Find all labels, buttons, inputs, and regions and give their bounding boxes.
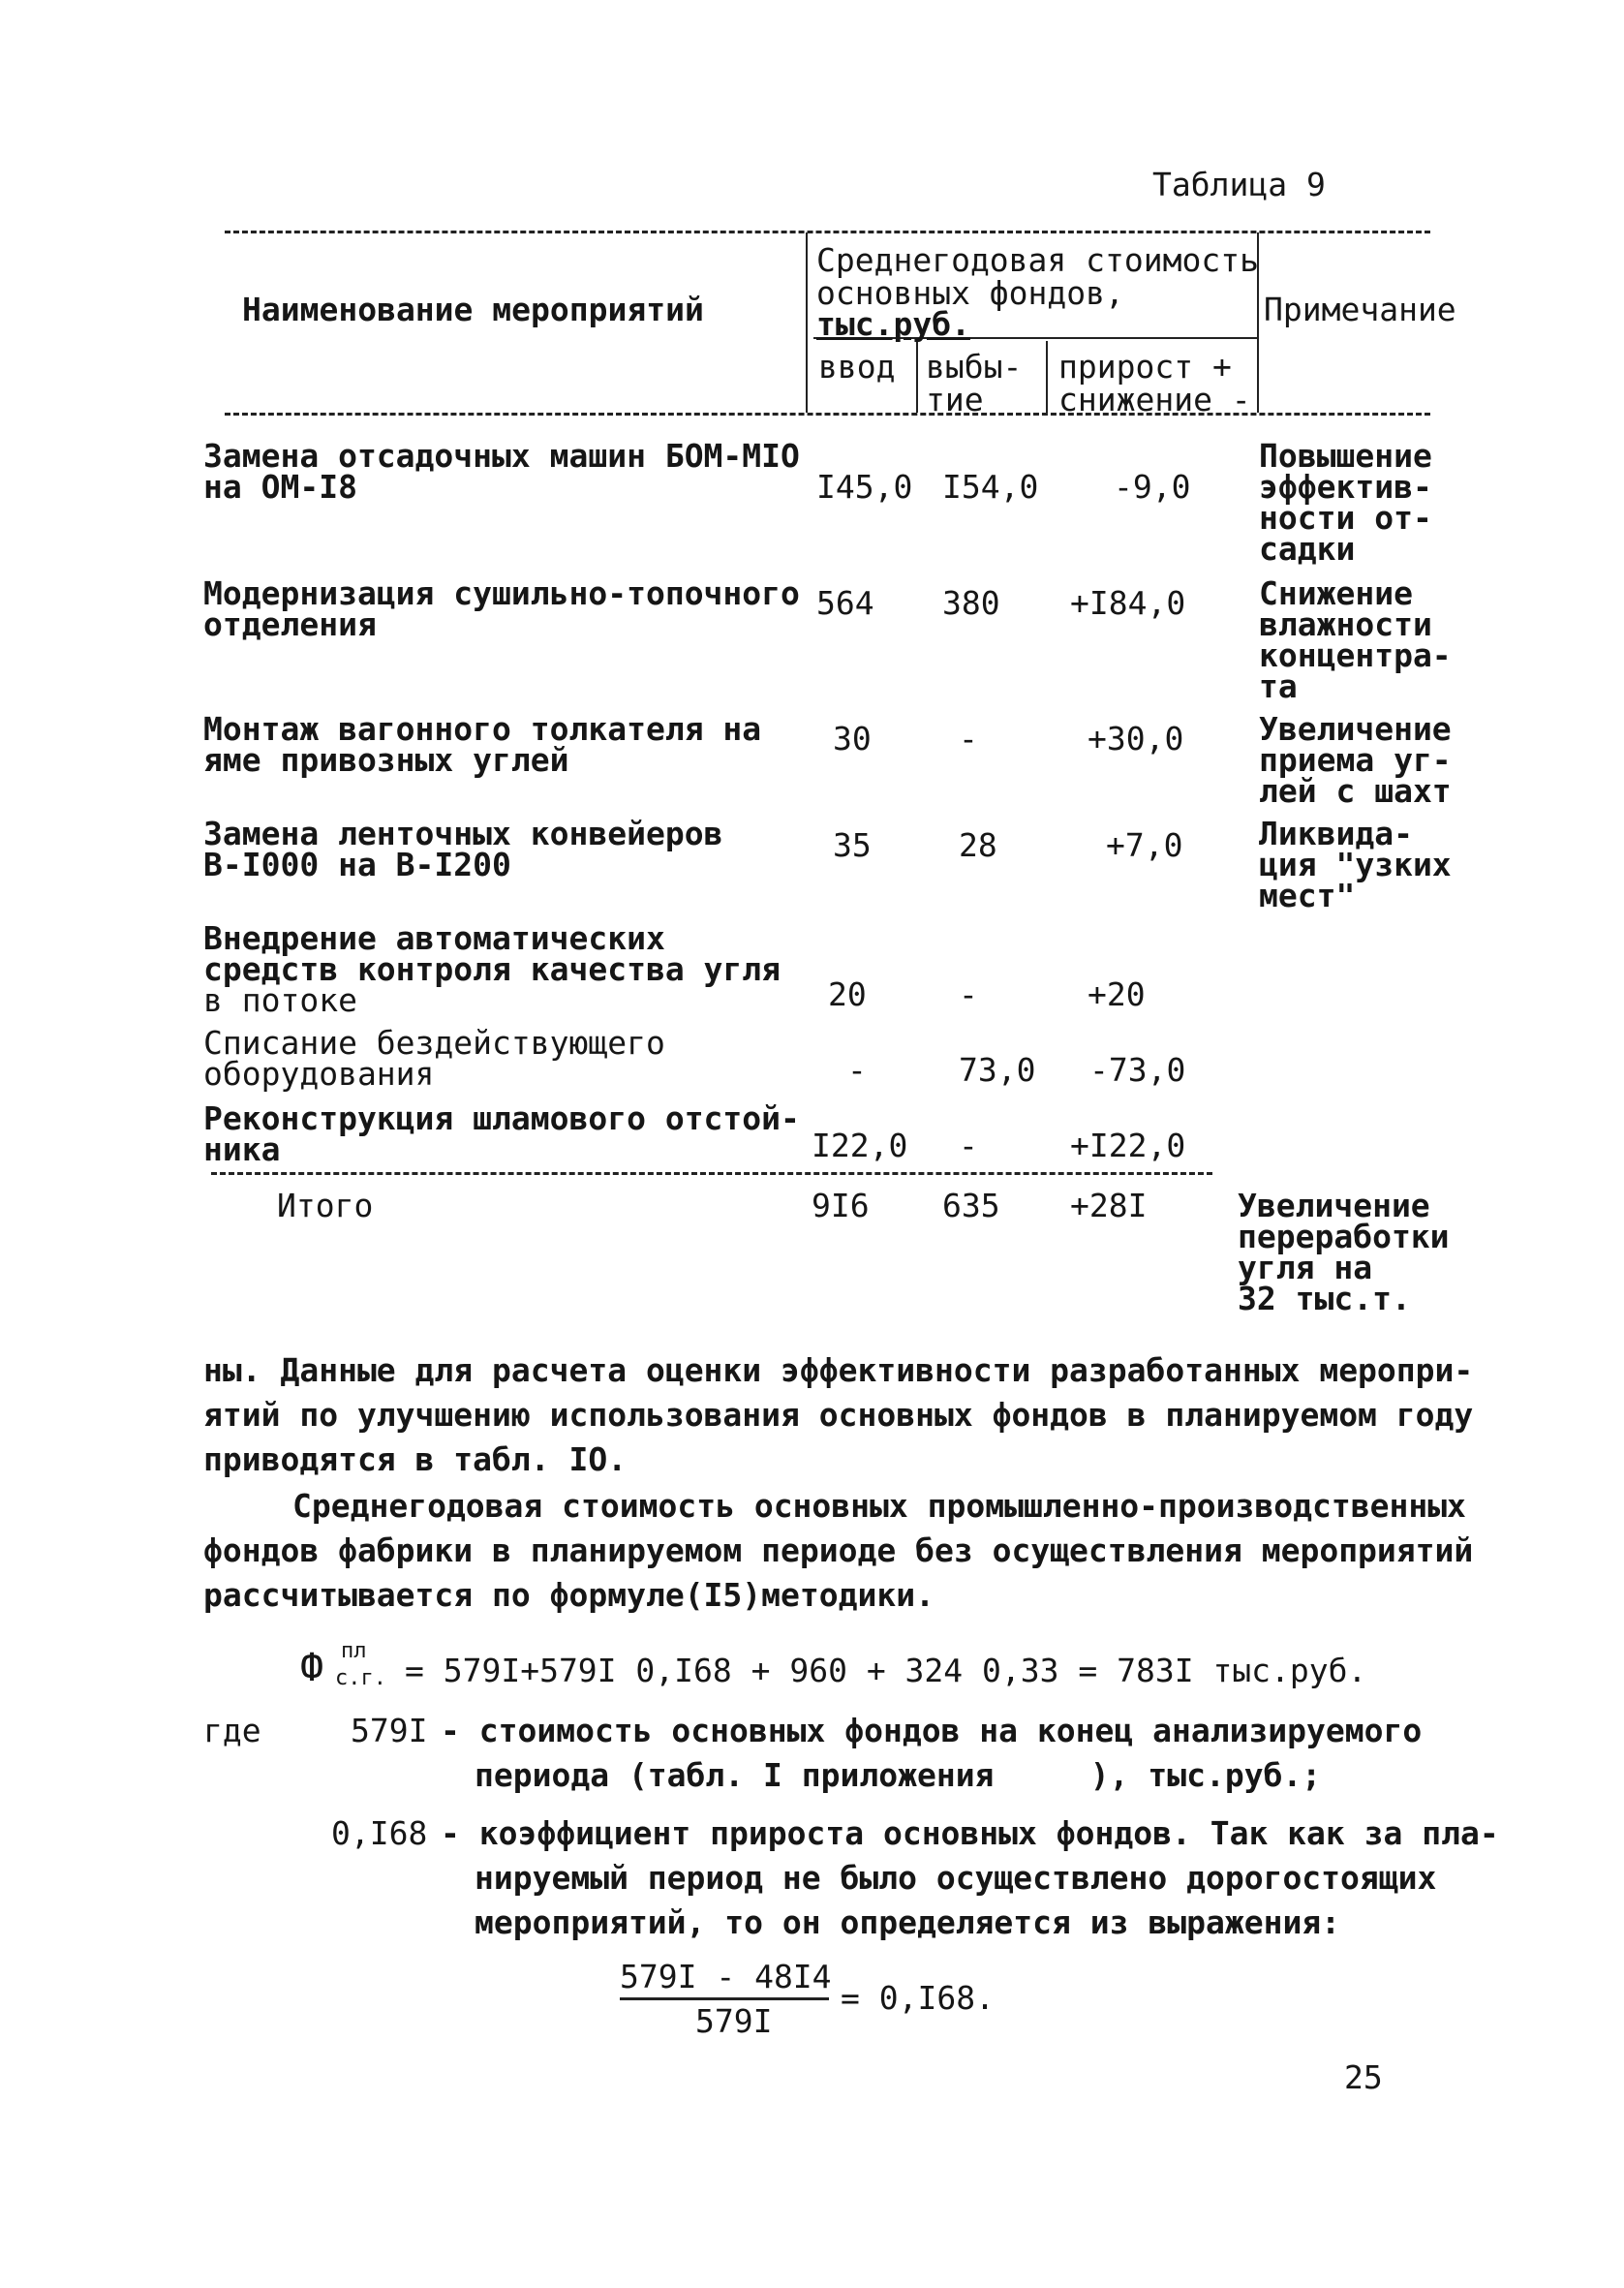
fraction-numerator: 579I - 48I4 xyxy=(620,1958,832,1995)
paragraph-line: Среднегодовая стоимость основных промышленно-производственных xyxy=(292,1487,1466,1525)
row-disposal: - xyxy=(959,1127,978,1164)
row-growth: +I22,0 xyxy=(1070,1127,1186,1164)
row-input: 564 xyxy=(816,584,874,622)
table-col-divider xyxy=(1046,341,1048,413)
total-note: 32 тыс.т. xyxy=(1238,1280,1411,1317)
row-input: 30 xyxy=(833,720,872,758)
row-disposal: - xyxy=(959,720,978,758)
row-name: В-I000 на В-I200 xyxy=(203,846,511,883)
fraction-result: = 0,I68. xyxy=(841,1979,995,2017)
definition-term: 0,I68 xyxy=(331,1814,428,1852)
row-name: отделения xyxy=(203,605,377,643)
row-name: ника xyxy=(203,1130,281,1168)
row-growth: -9,0 xyxy=(1114,468,1191,506)
row-name: средств контроля качества угля xyxy=(203,950,781,988)
formula-subscript: с.г. xyxy=(335,1666,386,1690)
row-note: та xyxy=(1259,667,1298,705)
row-note: ция "узких xyxy=(1259,846,1452,883)
row-input: - xyxy=(847,1051,867,1089)
total-note: Увеличение xyxy=(1238,1187,1430,1224)
table-col-divider xyxy=(806,232,808,413)
header-cost: Среднегодовая стоимость xyxy=(816,241,1259,279)
row-disposal: 380 xyxy=(942,584,1000,622)
row-disposal: I54,0 xyxy=(942,468,1039,506)
table-col-divider xyxy=(916,341,918,413)
row-name: яме привозных углей xyxy=(203,741,569,779)
row-input: I22,0 xyxy=(812,1127,908,1164)
paragraph-line: рассчитывается по формуле(I5)методики. xyxy=(203,1576,935,1614)
fraction-denominator: 579I xyxy=(695,2002,773,2040)
row-input: 35 xyxy=(833,826,872,864)
row-growth: +20 xyxy=(1088,975,1146,1013)
table-caption: Таблица 9 xyxy=(1152,166,1326,203)
row-note: садки xyxy=(1259,530,1356,568)
row-name: на ОМ-I8 xyxy=(203,468,357,506)
page-number: 25 xyxy=(1344,2058,1383,2096)
row-note: лей с шахт xyxy=(1259,772,1452,810)
fraction-line xyxy=(620,1997,829,2000)
where-label: где xyxy=(203,1712,261,1749)
row-name: Замена отсадочных машин БОМ-МIO xyxy=(203,437,800,475)
table-top-rule xyxy=(225,231,1430,233)
row-growth: -73,0 xyxy=(1089,1051,1186,1089)
subheader-disposal: тие xyxy=(926,381,984,418)
row-note: Снижение xyxy=(1259,574,1413,612)
definition-text: нируемый период не было осуществлено дорогостоящих xyxy=(475,1859,1437,1897)
row-name: Замена ленточных конвейеров xyxy=(203,815,723,852)
row-name: Списание бездействующего xyxy=(203,1024,665,1062)
table-total-rule xyxy=(211,1172,1212,1175)
definition-term: 579I xyxy=(351,1712,428,1749)
header-name: Наименование мероприятий xyxy=(242,291,704,328)
row-disposal: - xyxy=(959,975,978,1013)
total-input: 9I6 xyxy=(812,1187,870,1224)
paragraph-line: фондов фабрики в планируемом периоде без осуществления мероприятий xyxy=(203,1531,1474,1569)
header-note: Примечание xyxy=(1264,291,1456,328)
formula-symbol: Ф xyxy=(300,1646,324,1690)
row-input: I45,0 xyxy=(816,468,913,506)
row-note: ности от- xyxy=(1259,499,1432,537)
definition-text: периода (табл. I приложения ), тыс.руб.; xyxy=(475,1756,1322,1794)
row-name: оборудования xyxy=(203,1055,435,1093)
row-note: Повышение xyxy=(1259,437,1432,475)
header-cost: тыс.руб. xyxy=(816,305,970,343)
subheader-input: ввод xyxy=(818,348,896,386)
row-note: Ликвида- xyxy=(1259,815,1413,852)
paragraph-line: приводятся в табл. IO. xyxy=(203,1440,628,1478)
row-note: приема уг- xyxy=(1259,741,1452,779)
row-name: Модернизация сушильно-топочного xyxy=(203,574,800,612)
subheader-growth: прирост + xyxy=(1058,348,1232,386)
row-disposal: 73,0 xyxy=(959,1051,1036,1089)
row-note: мест" xyxy=(1259,877,1356,914)
row-growth: +I84,0 xyxy=(1070,584,1186,622)
definition-text: мероприятий, то он определяется из выражения: xyxy=(475,1903,1341,1941)
row-name: Реконструкция шламового отстой- xyxy=(203,1099,800,1137)
definition-text: - стоимость основных фондов на конец анализируемого xyxy=(441,1712,1423,1749)
total-growth: +28I xyxy=(1070,1187,1148,1224)
subheader-growth: снижение - xyxy=(1058,381,1251,418)
row-note: влажности xyxy=(1259,605,1432,643)
definition-text: - коэффициент прироста основных фондов. Так как за пла- xyxy=(441,1814,1499,1852)
row-note: эффектив- xyxy=(1259,468,1432,506)
formula-superscript: пл xyxy=(341,1639,367,1663)
total-label: Итого xyxy=(277,1187,374,1224)
row-growth: +30,0 xyxy=(1088,720,1184,758)
row-note: концентра- xyxy=(1259,636,1452,674)
row-disposal: 28 xyxy=(959,826,997,864)
paragraph-line: ны. Данные для расчета оценки эффективности разработанных меропри- xyxy=(203,1351,1474,1389)
row-input: 20 xyxy=(828,975,867,1013)
total-disposal: 635 xyxy=(942,1187,1000,1224)
subheader-disposal: выбы- xyxy=(926,348,1023,386)
row-name: в потоке xyxy=(203,981,357,1019)
row-note: Увеличение xyxy=(1259,710,1452,748)
formula-rhs: = 579I+579I 0,I68 + 960 + 324 0,33 = 783I тыс.руб. xyxy=(405,1652,1367,1689)
row-growth: +7,0 xyxy=(1106,826,1183,864)
row-name: Монтаж вагонного толкателя на xyxy=(203,710,762,748)
total-note: переработки xyxy=(1238,1218,1450,1255)
paragraph-line: ятий по улучшению использования основных фондов в планируемом году xyxy=(203,1396,1474,1434)
header-cost: основных фондов, xyxy=(816,274,1124,312)
row-name: Внедрение автоматических xyxy=(203,919,665,957)
total-note: угля на xyxy=(1238,1249,1373,1286)
